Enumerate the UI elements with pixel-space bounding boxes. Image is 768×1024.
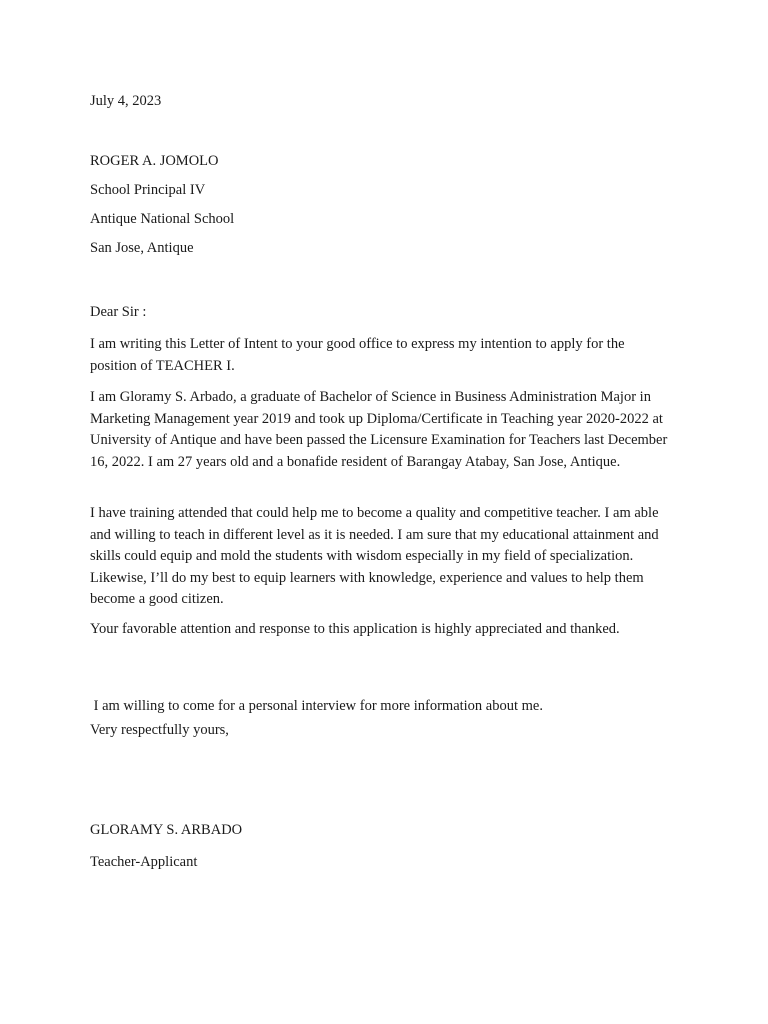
body-paragraph-appreciation — [90, 619, 670, 641]
recipient-address: San Jose, Antique — [90, 240, 194, 256]
signatory-title: Teacher-Applicant — [90, 854, 198, 870]
body-paragraph-qualifications — [90, 503, 670, 611]
body-paragraph-interview — [90, 653, 670, 761]
body-paragraph-intent — [90, 334, 670, 377]
paragraph-text: I am Gloramy S. Arbado, a graduate of Bachelor of Science in Business Administration Major in Marketing Management year 2019 and took up Diploma/Certificate in Teaching year 2020-2022 at University of Antique and have been passed the Licensure Examination for Teachers last December 16, 2022. I am 27 years old and a bonafide resident of Barangay Atabay, San Jose, Antique. — [90, 389, 668, 470]
paragraph-text: I have training attended that could help me to become a quality and competitive teacher. I am able and willing to teach in different level as it is needed. I am sure that my educational attainment and skills could equip and mold the students with wisdom especially in my field of specialization. Likewise, I’ll do my best to equip learners with knowledge, experience and values to help them become a good citizen. — [90, 505, 659, 607]
salutation: Dear Sir : — [90, 304, 147, 320]
signatory-name: GLORAMY S. ARBADO — [90, 822, 243, 838]
recipient-school: Antique National School — [90, 211, 235, 227]
body-paragraph-background — [90, 387, 670, 473]
paragraph-text: I am willing to come for a personal interview for more information about me. — [90, 698, 543, 714]
closing: Very respectfully yours, — [90, 722, 229, 738]
recipient-name: ROGER A. JOMOLO — [90, 153, 219, 169]
recipient-title: School Principal IV — [90, 182, 206, 198]
letter-date: July 4, 2023 — [90, 93, 162, 109]
paragraph-text: Your favorable attention and response to this application is highly appreciated and thanked. — [90, 621, 620, 637]
paragraph-text: I am writing this Letter of Intent to your good office to express my intention to apply for the position of TEACHER I. — [90, 336, 625, 374]
